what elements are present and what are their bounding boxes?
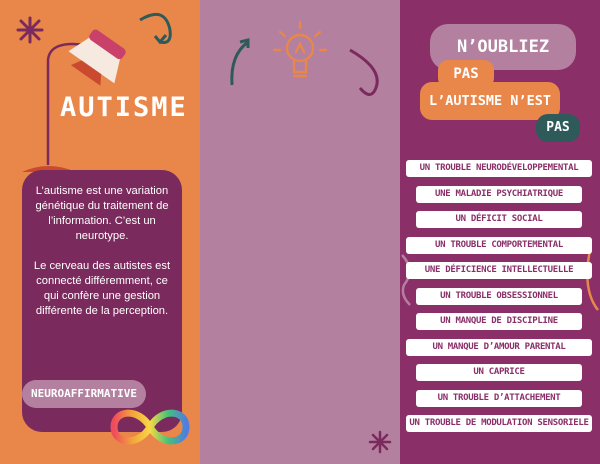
heading-noubliez: N’OUBLIEZ [430, 24, 576, 70]
asterisk-icon [368, 430, 392, 454]
brain-text: Le cerveau des autistes est connecté différemment, ce qui confère une gestion différente de la perception. [33, 260, 171, 317]
list-item: UNE MALADIE PSYCHIATRIQUE [416, 186, 582, 203]
list-item: UN MANQUE D’AMOUR PARENTAL [406, 339, 592, 356]
lamp-illustration [0, 0, 200, 180]
infinity-rainbow-icon [108, 402, 192, 452]
idea-illustration [200, 0, 400, 120]
list-item: UN TROUBLE NEURODÉVELOPPEMENTAL [406, 160, 592, 177]
list-item: UN DÉFICIT SOCIAL [416, 211, 582, 228]
list-item: UN TROUBLE DE MODULATION SENSORIELE [406, 415, 592, 432]
definition-text: L’autisme est une variation génétique du traitement de l’information. C’est un neurotype. [35, 185, 169, 242]
swirl-arrow-icon [350, 50, 377, 95]
column-autisme [0, 0, 200, 464]
heading-pas-1: PAS [438, 60, 494, 88]
list-item: UN MANQUE DE DISCIPLINE [416, 313, 582, 330]
arrow-icon [232, 42, 248, 85]
list-item: UN TROUBLE COMPORTEMENTAL [406, 237, 592, 254]
page-title: AUTISME [60, 92, 188, 123]
heading-pas-2: PAS [536, 114, 580, 142]
heading-autisme-nest: L’AUTISME N’EST [420, 82, 560, 120]
lightbulb-icon [274, 22, 326, 76]
list-item: UN TROUBLE OBSESSIONNEL [416, 288, 582, 305]
list-item: UNE DÉFICIENCE INTELLECTUELLE [406, 262, 592, 279]
asterisk-icon [18, 18, 42, 42]
neuroaffirmative-badge: NEUROAFFIRMATIVE [22, 380, 146, 408]
column-quote [200, 0, 400, 464]
not-list [406, 160, 592, 441]
list-item: UN CAPRICE [416, 364, 582, 381]
list-item: UN TROUBLE D’ATTACHEMENT [416, 390, 582, 407]
